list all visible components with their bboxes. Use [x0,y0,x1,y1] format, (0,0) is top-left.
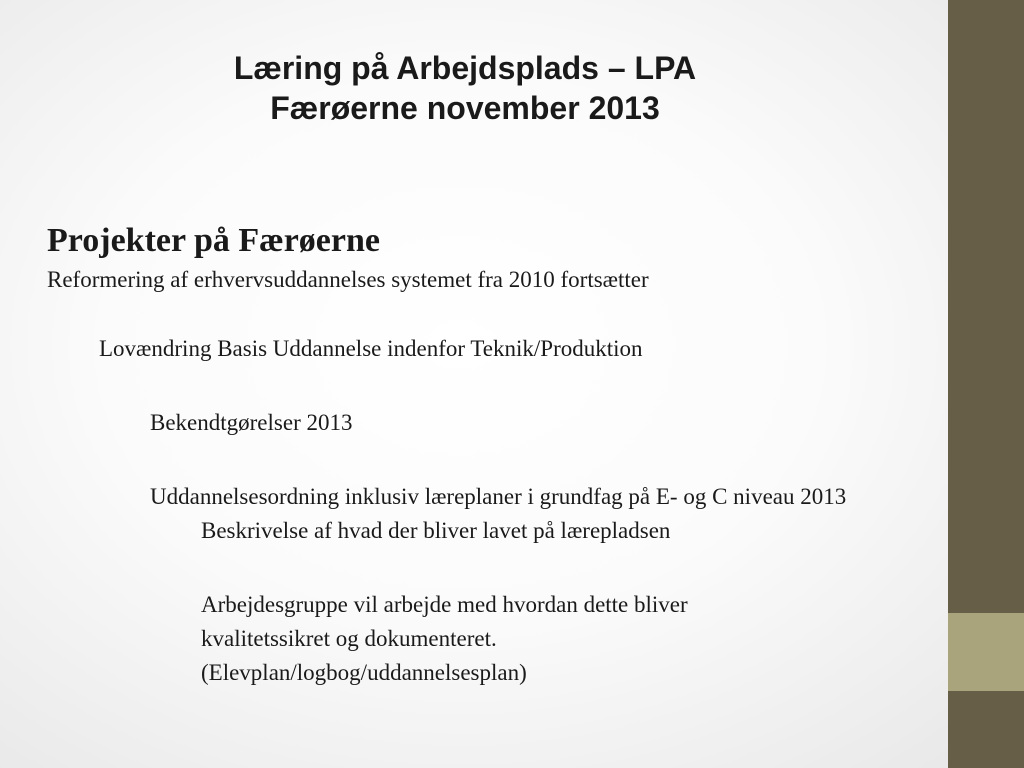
paragraph-curriculum: Uddannelsesordning inklusiv læreplaner i grundfag på E- og C niveau 2013 [150,484,847,509]
paragraph-workgroup-2: kvalitetssikret og dokumenteret. [201,626,497,651]
paragraph-description: Beskrivelse af hvad der bliver lavet på lærepladsen [201,518,671,543]
paragraph-regulations: Bekendtgørelser 2013 [150,410,353,435]
paragraph-workgroup-3: (Elevplan/logbog/uddannelsesplan) [201,660,527,685]
paragraph-law-change: Lovændring Basis Uddannelse indenfor Teknik/Produktion [99,336,643,361]
paragraph-reform: Reformering af erhvervsuddannelses systemet fra 2010 fortsætter [47,267,649,292]
slide-title [60,48,870,128]
decorative-sidebar [948,0,1024,768]
paragraph-workgroup-1: Arbejdesgruppe vil arbejde med hvordan dette bliver [201,592,688,617]
title-line-1: Læring på Arbejdsplads – LPA [233,50,697,86]
sidebar-accent-block [948,613,1024,691]
slide-body [47,219,947,690]
title-line-2: Færøerne november 2013 [270,90,660,126]
section-heading: Projekter på Færøerne [47,222,380,259]
